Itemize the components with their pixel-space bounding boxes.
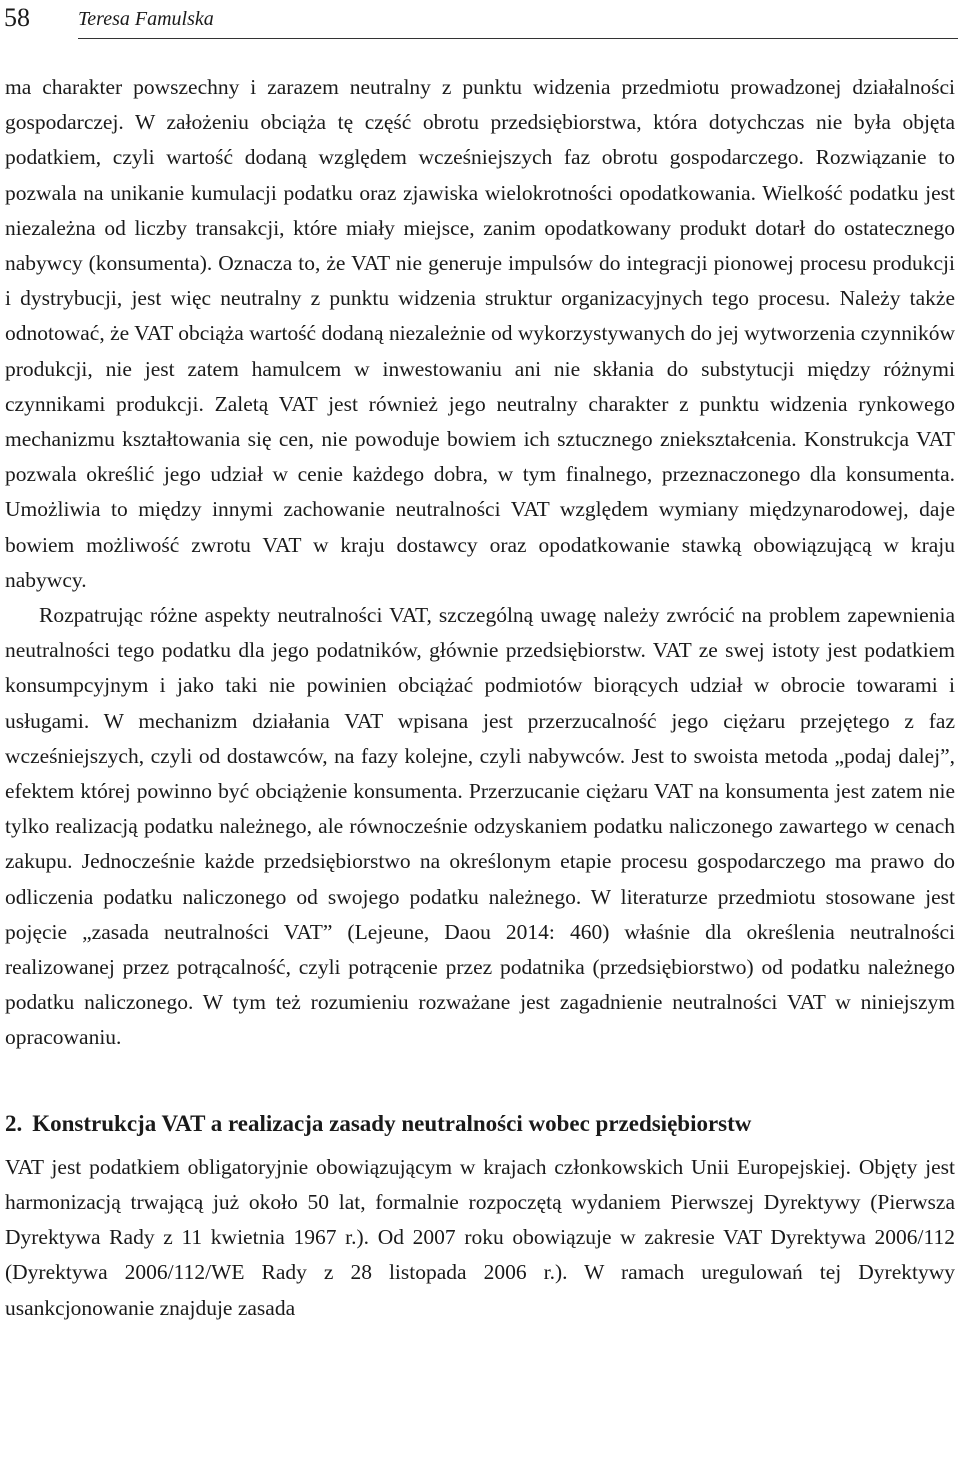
section-number: 2.: [5, 1110, 23, 1136]
paragraph-2: Rozpatrując różne aspekty neutralności VAT, szczególną uwagę należy zwrócić na problem zapewnienia neutralności tego podatku dla jego podatników, głównie przedsiębiorstw. VAT ze swej istoty jest podatkiem konsumpcyjnym i jako taki nie powinien obciążać podmiotów biorących udział w obrocie towarami i usługami. W mechanizm działania VAT wpisana jest przerzucalność jego ciężaru przejętego z faz wcześniejszych, czyli od dostawców, na fazy kolejne, czyli nabywców. Jest to swoista metoda „podaj dalej”, efektem której powinno być obciążenie konsumenta. Przerzucanie ciężaru VAT na konsumenta jest zatem nie tylko realizacją podatku należnego, ale równocześnie odzyskaniem podatku naliczonego zawartego w cenach zakupu. Jednocześnie każde przedsiębiorstwo na określonym etapie procesu gospodarczego ma prawo do odliczenia podatku naliczonego od swojego podatku należnego. W literaturze przedmiotu stosowane jest pojęcie „zasada neutralności VAT” (Lejeune, Daou 2014: 460) właśnie dla określenia neutralności realizowanej przez potrącalność, czyli potrącenie przez podatnika (przedsiębiorstwo) od podatku należnego podatku naliczonego. W tym też rozumieniu rozważane jest zagadnienie neutralności VAT w niniejszym opracowaniu.: [5, 603, 955, 1050]
section-paragraph: VAT jest podatkiem obligatoryjnie obowiązującym w krajach członkowskich Unii Europejskiej. Objęty jest harmonizacją trwającą już około 50 lat, formalnie rozpoczętą wydaniem Pierwszej Dyrektywy (Pierwsza Dyrektywa Rady z 11 kwietnia 1967 r.). Od 2007 roku obowiązuje w zakresie VAT Dyrektywa 2006/112 (Dyrektywa 2006/112/WE Rady z 28 listopada 2006 r.). W ramach uregulowań tej Dyrektywy usankcjonowanie znajduje zasada: [5, 1154, 955, 1320]
section-heading: [5, 1106, 955, 1142]
section-2: [5, 1106, 955, 1326]
page-number: 58: [4, 3, 30, 32]
section-title: Konstrukcja VAT a realizacja zasady neutralności wobec przedsiębiorstw: [32, 1110, 752, 1136]
running-header: [2, 2, 958, 38]
header-rule: [78, 38, 958, 39]
paragraph-1: ma charakter powszechny i zarazem neutralny z punktu widzenia przedmiotu prowadzonej działalności gospodarczej. W założeniu obciąża tę część obrotu przedsiębiorstwa, która dotychczas nie była objęta podatkiem, czyli wartość dodaną względem wcześniejszych faz obrotu gospodarczego. Rozwiązanie to pozwala na unikanie kumulacji podatku oraz zjawiska wielokrotności opodatkowania. Wielkość podatku jest niezależna od liczby transakcji, które miały miejsce, zanim opodatkowany produkt dotarł do ostatecznego nabywcy (konsumenta). Oznacza to, że VAT nie generuje impulsów do integracji pionowej procesu produkcji i dystrybucji, jest więc neutralny z punktu widzenia struktur organizacyjnych tego procesu. Należy także odnotować, że VAT obciąża wartość dodaną niezależnie od wykorzystywanych do jej wytworzenia czynników produkcji, nie jest zatem hamulcem w inwestowaniu ani nie skłania do substytucji między różnymi czynnikami produkcji. Zaletą VAT jest również jego neutralny charakter z punktu widzenia rynkowego mechanizmu kształtowania się cen, nie powoduje bowiem ich sztucznego zniekształcenia. Konstrukcja VAT pozwala określić jego udział w cenie każdego dobra, w tym finalnego, przeznaczonego dla konsumenta. Umożliwia to między innymi zachowanie neutralności VAT względem wymiany międzynarodowej, daje bowiem możliwość zwrotu VAT w kraju dostawcy oraz opodatkowanie stawką obowiązującą w kraju nabywcy.: [5, 75, 955, 592]
body-text: [5, 70, 955, 1326]
running-head-author: Teresa Famulska: [78, 8, 214, 30]
